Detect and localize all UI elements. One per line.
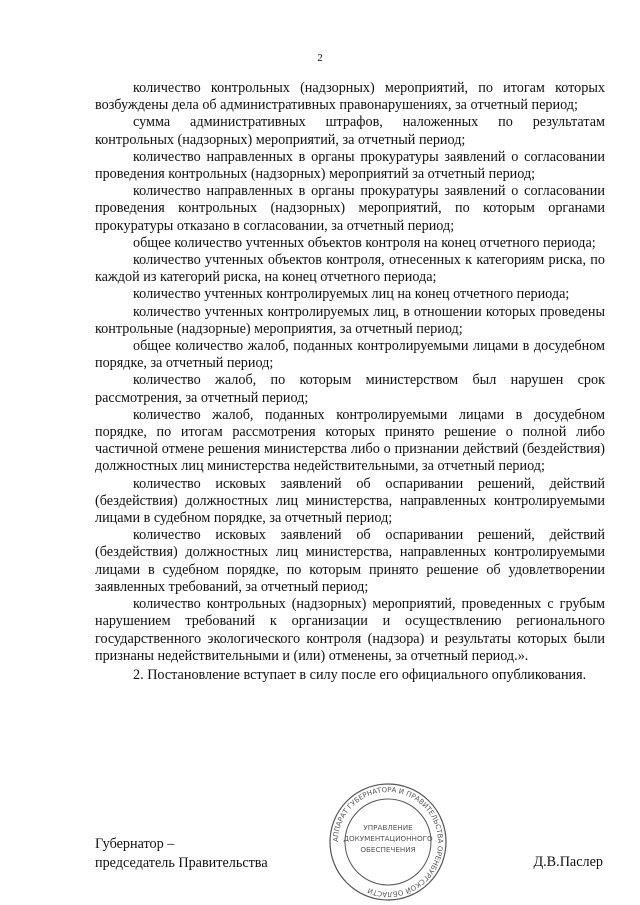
stamp-line2: ДОКУМЕНТАЦИОННОГО <box>343 834 433 843</box>
list-item: количество учтенных контролируемых лиц, в отношении которых проведены контрольные (надзорные) мероприятия, за отчетный период; <box>95 303 605 337</box>
document-body <box>95 80 605 684</box>
stamp-line3: ОБЕСПЕЧЕНИЯ <box>360 845 416 854</box>
list-item: количество исковых заявлений об оспаривании решений, действий (бездействия) должностных лиц министерства, направленных контролируемыми лицами в судебном порядке, за отчетный период; <box>95 475 605 527</box>
list-item: количество учтенных контролируемых лиц на конец отчетного периода; <box>133 286 570 303</box>
list-item: количество учтенных объектов контроля, отнесенных к категориям риска, по каждой из категорий риска, на конец отчетного периода; <box>95 252 605 286</box>
page-number: 2 <box>317 52 323 64</box>
list-item: количество направленных в органы прокуратуры заявлений о согласовании проведения контрольных (надзорных) мероприятий, по которым органами прокуратуры отказано в согласовании, за отчетный период; <box>95 183 605 234</box>
signatory-title-line1: Губернатор – <box>95 836 175 852</box>
list-item: количество контрольных (надзорных) мероприятий, проведенных с грубым нарушением требований к организации и осуществлению регионального государственного экологического контроля (надзора) и результаты которых были признаны недействительными и (или) отменены, за отчетный период.». <box>95 596 605 664</box>
signatory-title-line2: председатель Правительства <box>95 855 268 871</box>
list-item: количество жалоб, поданных контролируемыми лицами в досудебном порядке, по итогам рассмотрения которых принято решение о полной либо частичной отмене решения министерства либо о признании действий (бездействия) должностных лиц министерства недействительными, за отчетный период; <box>95 406 605 475</box>
list-item: количество контрольных (надзорных) мероприятий, по итогам которых возбуждены дела об административных правонарушениях, за отчетный период; <box>95 80 605 114</box>
list-item: количество исковых заявлений об оспаривании решений, действий (бездействия) должностных лиц министерства, направленных контролируемыми лицами в судебном порядке, по которым принято решение об удовлетворении заявленных требований, за отчетный период; <box>95 527 605 595</box>
signatory-title <box>95 835 268 873</box>
decree-clause: 2. Постановление вступает в силу после его официального опубликования. <box>133 666 587 683</box>
list-item: количество направленных в органы прокуратуры заявлений о согласовании проведения контрольных (надзорных) мероприятий за отчетный период; <box>95 148 605 183</box>
official-stamp <box>328 782 448 902</box>
signatory-name: Д.В.Паслер <box>533 854 603 870</box>
list-item: сумма административных штрафов, наложенных по результатам контрольных (надзорных) мероприятий, за отчетный период; <box>95 114 605 148</box>
list-item: общее количество жалоб, поданных контролируемыми лицами в досудебном порядке, за отчетный период; <box>95 338 605 372</box>
list-item: общее количество учтенных объектов контроля на конец отчетного периода; <box>133 234 596 251</box>
stamp-ring-text: АППАРАТ ГУБЕРНАТОРА И ПРАВИТЕЛЬСТВА ОРЕНБУРГСКОЙ ОБЛАСТИ <box>331 785 445 899</box>
list-item: количество жалоб, по которым министерством был нарушен срок рассмотрения, за отчетный период; <box>95 372 605 406</box>
stamp-line1: УПРАВЛЕНИЕ <box>363 823 413 832</box>
